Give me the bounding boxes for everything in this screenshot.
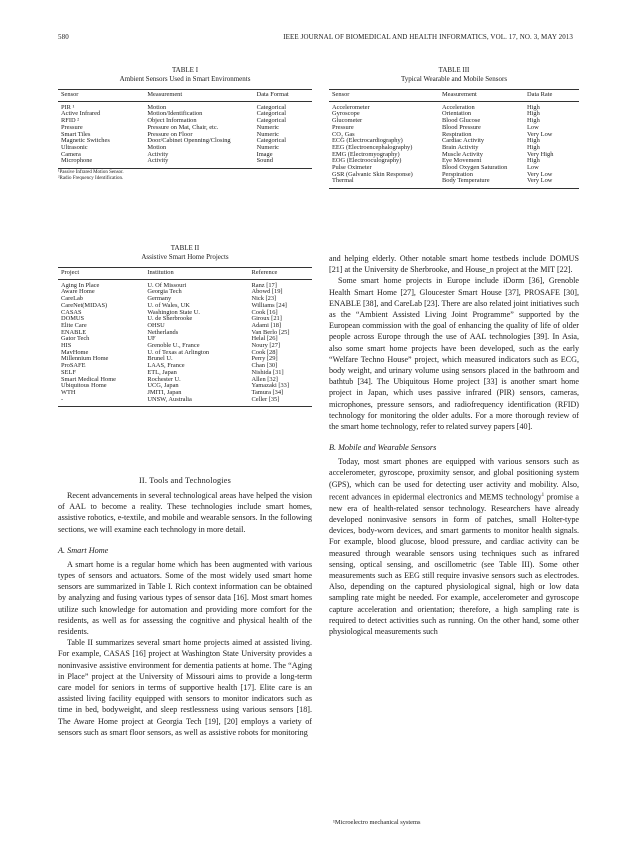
- footnote-marker: 1: [541, 492, 545, 498]
- table-cell: CO₂ Gas: [332, 130, 355, 138]
- table-cell: Camera: [61, 150, 81, 158]
- table-1: [58, 66, 312, 182]
- table-cell: Blood Glucose: [442, 117, 481, 125]
- table-cell: RFID ²: [61, 117, 80, 125]
- table-cell: Numeric: [256, 123, 279, 131]
- table-cell: HIS: [61, 342, 72, 350]
- paragraph: Table II summarizes several smart home projects aimed at assisted living. For example, CASAS [16] project at Washington State University provides a noninvasive assistive environment for dementia patients at home. The “Aging in Place” project at the University of Missouri aims to provide a long-term care model for seniors in terms of supportive health [17]. Elite care is an assisted living facility equipped with sensors to monitor indicators such as time in bed, bodyweight, and sleep restlessness using various sensors [18]. The Aware Home project at Georgia Tech [19], [20] employs a variety of sensors such as smart floor sensors, as well as assistive robots for monitoring: [58, 638, 312, 737]
- table-cell: Williams [24]: [251, 301, 287, 309]
- table-row: [58, 397, 312, 407]
- table-row: [58, 145, 312, 152]
- table-2-grid: [58, 267, 312, 407]
- table-cell: Grenoble U., France: [147, 342, 200, 350]
- left-body: [58, 476, 312, 738]
- table-cell: Smart Tiles: [61, 130, 91, 138]
- table-cell: Brunel U.: [147, 355, 173, 363]
- text-run: promise a new era of health-related sensor technology. Researchers have already developed noninvasive sensors in form of patches, small Holter-type devices, body-worn devices, and smart garments to monitor health signals. For example, blood glucose, blood pressure, and cardiac activity can be measured through wearable sensors using techniques such as infrared sensing, optical sensing, and oscillometric (see Table III). Some other measurements such as EEG still require invasive sensors such as electrodes. Also, depending on the captured physiological signal, high or low data sampling rate might be needed. For example, accelerometer and gyroscope capture acceleration and orientation; therefore, a high sampling rate is required to detect activities such as running. On the other hand, some other physiological measurements such: [329, 492, 579, 636]
- table-cell: Ubiquitous Home: [61, 382, 107, 390]
- table-cell: Glucometer: [332, 117, 363, 125]
- table-cell: Pressure on Mat, Chair, etc.: [147, 123, 219, 131]
- table-1-header: Sensor: [58, 90, 144, 102]
- table-cell: Perry [29]: [251, 355, 278, 363]
- table-cell: CareNet(MIDAS): [61, 301, 108, 309]
- table-cell: Thermal: [329, 178, 439, 188]
- paragraph: Recent advancements in several technological areas have helped the vision of AAL to become a reality. These technologies include smart homes, assistive robotics, e-textile, and mobile and wearable sensors. In the following sections, we will examine each technology in more detail.: [58, 491, 312, 534]
- table-cell: Gator Tech: [61, 335, 90, 343]
- table-cell: Acceleration: [442, 103, 475, 111]
- table-cell: Motion: [147, 143, 167, 151]
- table-cell: Microphone: [58, 158, 144, 168]
- table-cell: Motion: [147, 103, 167, 111]
- table-cell: UNSW, Australia: [144, 397, 248, 407]
- table-cell: Georgia Tech: [147, 288, 182, 296]
- table-cell: Gyroscope: [332, 110, 360, 118]
- table-cell: Noury [27]: [251, 342, 281, 350]
- table-cell: Categorical: [256, 103, 287, 111]
- table-cell: U. Of Missouri: [147, 281, 187, 289]
- table-cell: Celler [35]: [248, 397, 312, 407]
- table-cell: UCG, Japan: [147, 382, 179, 390]
- table-cell: ETL, Japan: [147, 368, 177, 376]
- table-cell: Very Low: [527, 130, 553, 138]
- table-cell: High: [527, 103, 540, 111]
- table-cell: Categorical: [256, 137, 287, 145]
- table-cell: Cardiac Activity: [442, 137, 485, 145]
- table-cell: Nishida [31]: [251, 368, 284, 376]
- table-cell: Low: [527, 123, 539, 131]
- table-cell: OHSU: [147, 321, 165, 329]
- table-cell: LAAS, France: [147, 362, 185, 370]
- table-cell: EOG (Electrooculography): [332, 157, 402, 165]
- paragraph: and helping elderly. Other notable smart home testbeds include DOMUS [21] at the University de Sherbrooke, and House_n project at the MIT [22].: [329, 254, 579, 275]
- footnote: ¹Microelectro mechanical systems: [333, 819, 421, 826]
- table-cell: Image: [256, 150, 273, 158]
- table-cell: -: [58, 397, 144, 407]
- table-cell: DOMUS: [61, 315, 85, 323]
- table-cell: Numeric: [256, 130, 279, 138]
- table-1-title: Ambient Sensors Used in Smart Environments: [119, 75, 251, 83]
- table-3-grid: [329, 89, 579, 189]
- table-cell: JMITI, Japan: [147, 388, 182, 396]
- table-cell: Pulse Oximeter: [332, 164, 372, 172]
- table-cell: Nick [23]: [251, 295, 277, 303]
- table-cell: EEG (Electroencephalography): [332, 143, 413, 151]
- table-cell: Respiration: [442, 130, 472, 138]
- table-cell: Perspiration: [442, 170, 473, 178]
- table-cell: Active Infrared: [61, 110, 101, 118]
- table-3-header: Sensor: [329, 90, 439, 102]
- table-cell: Giroux [21]: [251, 315, 282, 323]
- table-cell: Allen [32]: [251, 375, 278, 383]
- table-cell: Elite Care: [61, 321, 87, 329]
- table-cell: EMG (Electromyography): [332, 150, 400, 158]
- table-2-header: Institution: [144, 268, 248, 280]
- table-cell: Aging In Place: [61, 281, 100, 289]
- table-cell: Pressure: [61, 123, 83, 131]
- table-cell: Smart Medical Home: [61, 375, 117, 383]
- table-cell: WTH: [61, 388, 76, 396]
- paragraph: A smart home is a regular home which has been augmented with various types of sensors and actuators. Some of the most widely used smart home sensors are summarized in Table I. Rich context information can be obtained by analyzing and fusing various types of sensor data [16]. Most smart homes utilize such knowledge for automation and providing more comfort for the residents, as well as for assessing the cognitive and physical health of the residents.: [58, 559, 312, 637]
- table-cell: High: [527, 110, 540, 118]
- table-row: [58, 152, 312, 159]
- table-cell: U. of Texas at Arlington: [147, 348, 210, 356]
- table-cell: Cook [16]: [251, 308, 278, 316]
- table-cell: Chan [30]: [251, 362, 278, 370]
- table-cell: Eye Movement: [442, 157, 482, 165]
- table-cell: Cook [28]: [251, 348, 278, 356]
- table-cell: Pressure on Floor: [147, 130, 193, 138]
- table-cell: Rochester U.: [147, 375, 181, 383]
- table-cell: Ultrasonic: [61, 143, 88, 151]
- table-cell: Activity: [144, 158, 253, 168]
- table-cell: High: [527, 117, 540, 125]
- table-2-header: Project: [58, 268, 144, 280]
- table-cell: Millennium Home: [61, 355, 109, 363]
- table-cell: CareLab: [61, 295, 83, 303]
- table-3-label: TABLE III: [438, 66, 470, 74]
- table-1-grid: [58, 89, 312, 169]
- table-cell: Van Berlo [25]: [251, 328, 290, 336]
- table-cell: U. de Sherbrooke: [147, 315, 193, 323]
- table-cell: Numeric: [256, 143, 279, 151]
- table-cell: Activity: [147, 150, 169, 158]
- page-number: 580: [58, 33, 69, 41]
- table-cell: Body Temperature: [439, 178, 524, 188]
- table-3-title: Typical Wearable and Mobile Sensors: [400, 75, 508, 83]
- table-cell: UF: [147, 335, 156, 343]
- table-cell: CASAS: [61, 308, 82, 316]
- table-cell: High: [527, 137, 540, 145]
- table-3-header: Data Rate: [524, 90, 579, 102]
- table-cell: Object Information: [147, 117, 197, 125]
- table-cell: Magnetic Switches: [61, 137, 110, 145]
- table-cell: Low: [527, 164, 539, 172]
- table-cell: Very Low: [524, 178, 579, 188]
- table-cell: Netherlands: [147, 328, 179, 336]
- table-cell: Very Low: [527, 170, 553, 178]
- table-cell: Categorical: [256, 110, 287, 118]
- table-cell: Blood Pressure: [442, 123, 481, 131]
- table-2-label: TABLE II: [170, 244, 200, 252]
- subsection-heading: B. Mobile and Wearable Sensors: [329, 443, 437, 453]
- table-cell: ProSAFE: [61, 362, 86, 370]
- table-cell: High: [527, 143, 540, 151]
- table-1-header: Data Format: [254, 90, 312, 102]
- table-cell: Yamazaki [33]: [251, 382, 289, 390]
- table-cell: PIR ¹: [61, 103, 75, 111]
- running-header: IEEE JOURNAL OF BIOMEDICAL AND HEALTH INFORMATICS, VOL. 17, NO. 3, MAY 2013: [283, 33, 573, 41]
- table-row: [58, 158, 312, 168]
- table-cell: Categorical: [256, 117, 287, 125]
- subsection-heading: A. Smart Home: [58, 545, 109, 555]
- table-row: [329, 178, 579, 188]
- table-cell: Helal [26]: [251, 335, 278, 343]
- table-cell: Ranz [17]: [251, 281, 277, 289]
- paragraph: Some smart home projects in Europe include iDorm [36], Grenoble Health Smart Home [27], Gloucester Smart House [37], PROSAFE [30], ENABLE [38], and CareLab [23]. There are also related joint initiatives such as the “Ambient Assisted Living Joint Programme” supported by the European commission with the goal of enhancing the quality of life of older people across Europe through the use of AAL technologies [39]. In Asia, also some smart home projects have been developed, such as the early “Welfare Techno House” project, which measured indicators such as ECG, body weight, and urinary volume using sensors placed in the bathroom and bathtub [34]. The Ubiquitous Home project [33] is another smart home project in Japan, which uses passive infrared (PIR) sensors, cameras, microphones, pressure sensors, and radiofrequency identification (RFID) technology for monitoring the older adults. For a more thorough review of the smart home technology, refer to related survey papers [40].: [329, 276, 579, 432]
- table-cell: Adami [18]: [251, 321, 282, 329]
- table-cell: Aware Home: [61, 288, 95, 296]
- table-cell: Abowd [19]: [251, 288, 283, 296]
- table-cell: Washington State U.: [147, 308, 200, 316]
- table-cell: Very High: [527, 150, 554, 158]
- table-cell: ENABLE: [61, 328, 87, 336]
- table-cell: ECG (Electrocardiography): [332, 137, 403, 145]
- table-3-header: Measurement: [439, 90, 524, 102]
- table-cell: Blood Oxygen Saturation: [442, 164, 508, 172]
- table-1-label: TABLE I: [171, 66, 199, 74]
- table-cell: MavHome: [61, 348, 89, 356]
- table-3: [329, 66, 579, 189]
- table-2-header: Reference: [248, 268, 312, 280]
- table-cell: GSR (Galvanic Skin Response): [332, 170, 413, 178]
- right-body: [329, 253, 579, 637]
- table-1-note: ²Radio Frequency Identification.: [58, 176, 124, 182]
- text-run: Today, most smart phones are equipped with various sensors such as accelerometer, gyroscope, proximity sensor, and global positioning system (GPS), which can be used for detecting user activity and mobility. Also, recent advances in epidermal electronics and MEMS technology: [329, 457, 579, 502]
- table-cell: SELF: [61, 368, 76, 376]
- table-cell: Brain Activity: [442, 143, 479, 151]
- table-1-note: ¹Passive Infrared Motion Sensor.: [58, 170, 124, 176]
- table-cell: U. of Wales, UK: [147, 301, 190, 309]
- table-cell: Tamura [34]: [251, 388, 284, 396]
- table-cell: Muscle Activity: [442, 150, 484, 158]
- table-cell: Orientation: [442, 110, 472, 118]
- paragraph: [329, 456, 579, 637]
- table-cell: Pressure: [332, 123, 354, 131]
- table-cell: Sound: [254, 158, 312, 168]
- table-cell: Motion/Identification: [147, 110, 203, 118]
- section-heading: II. Tools and Technologies: [139, 476, 231, 485]
- table-cell: Germany: [147, 295, 172, 303]
- table-2: [58, 244, 312, 407]
- table-cell: Door/Cabinet Openning/Closing: [147, 137, 231, 145]
- table-1-header: Measurement: [144, 90, 253, 102]
- table-cell: Accelerometer: [332, 103, 370, 111]
- table-cell: High: [527, 157, 540, 165]
- table-2-title: Assistive Smart Home Projects: [141, 253, 229, 261]
